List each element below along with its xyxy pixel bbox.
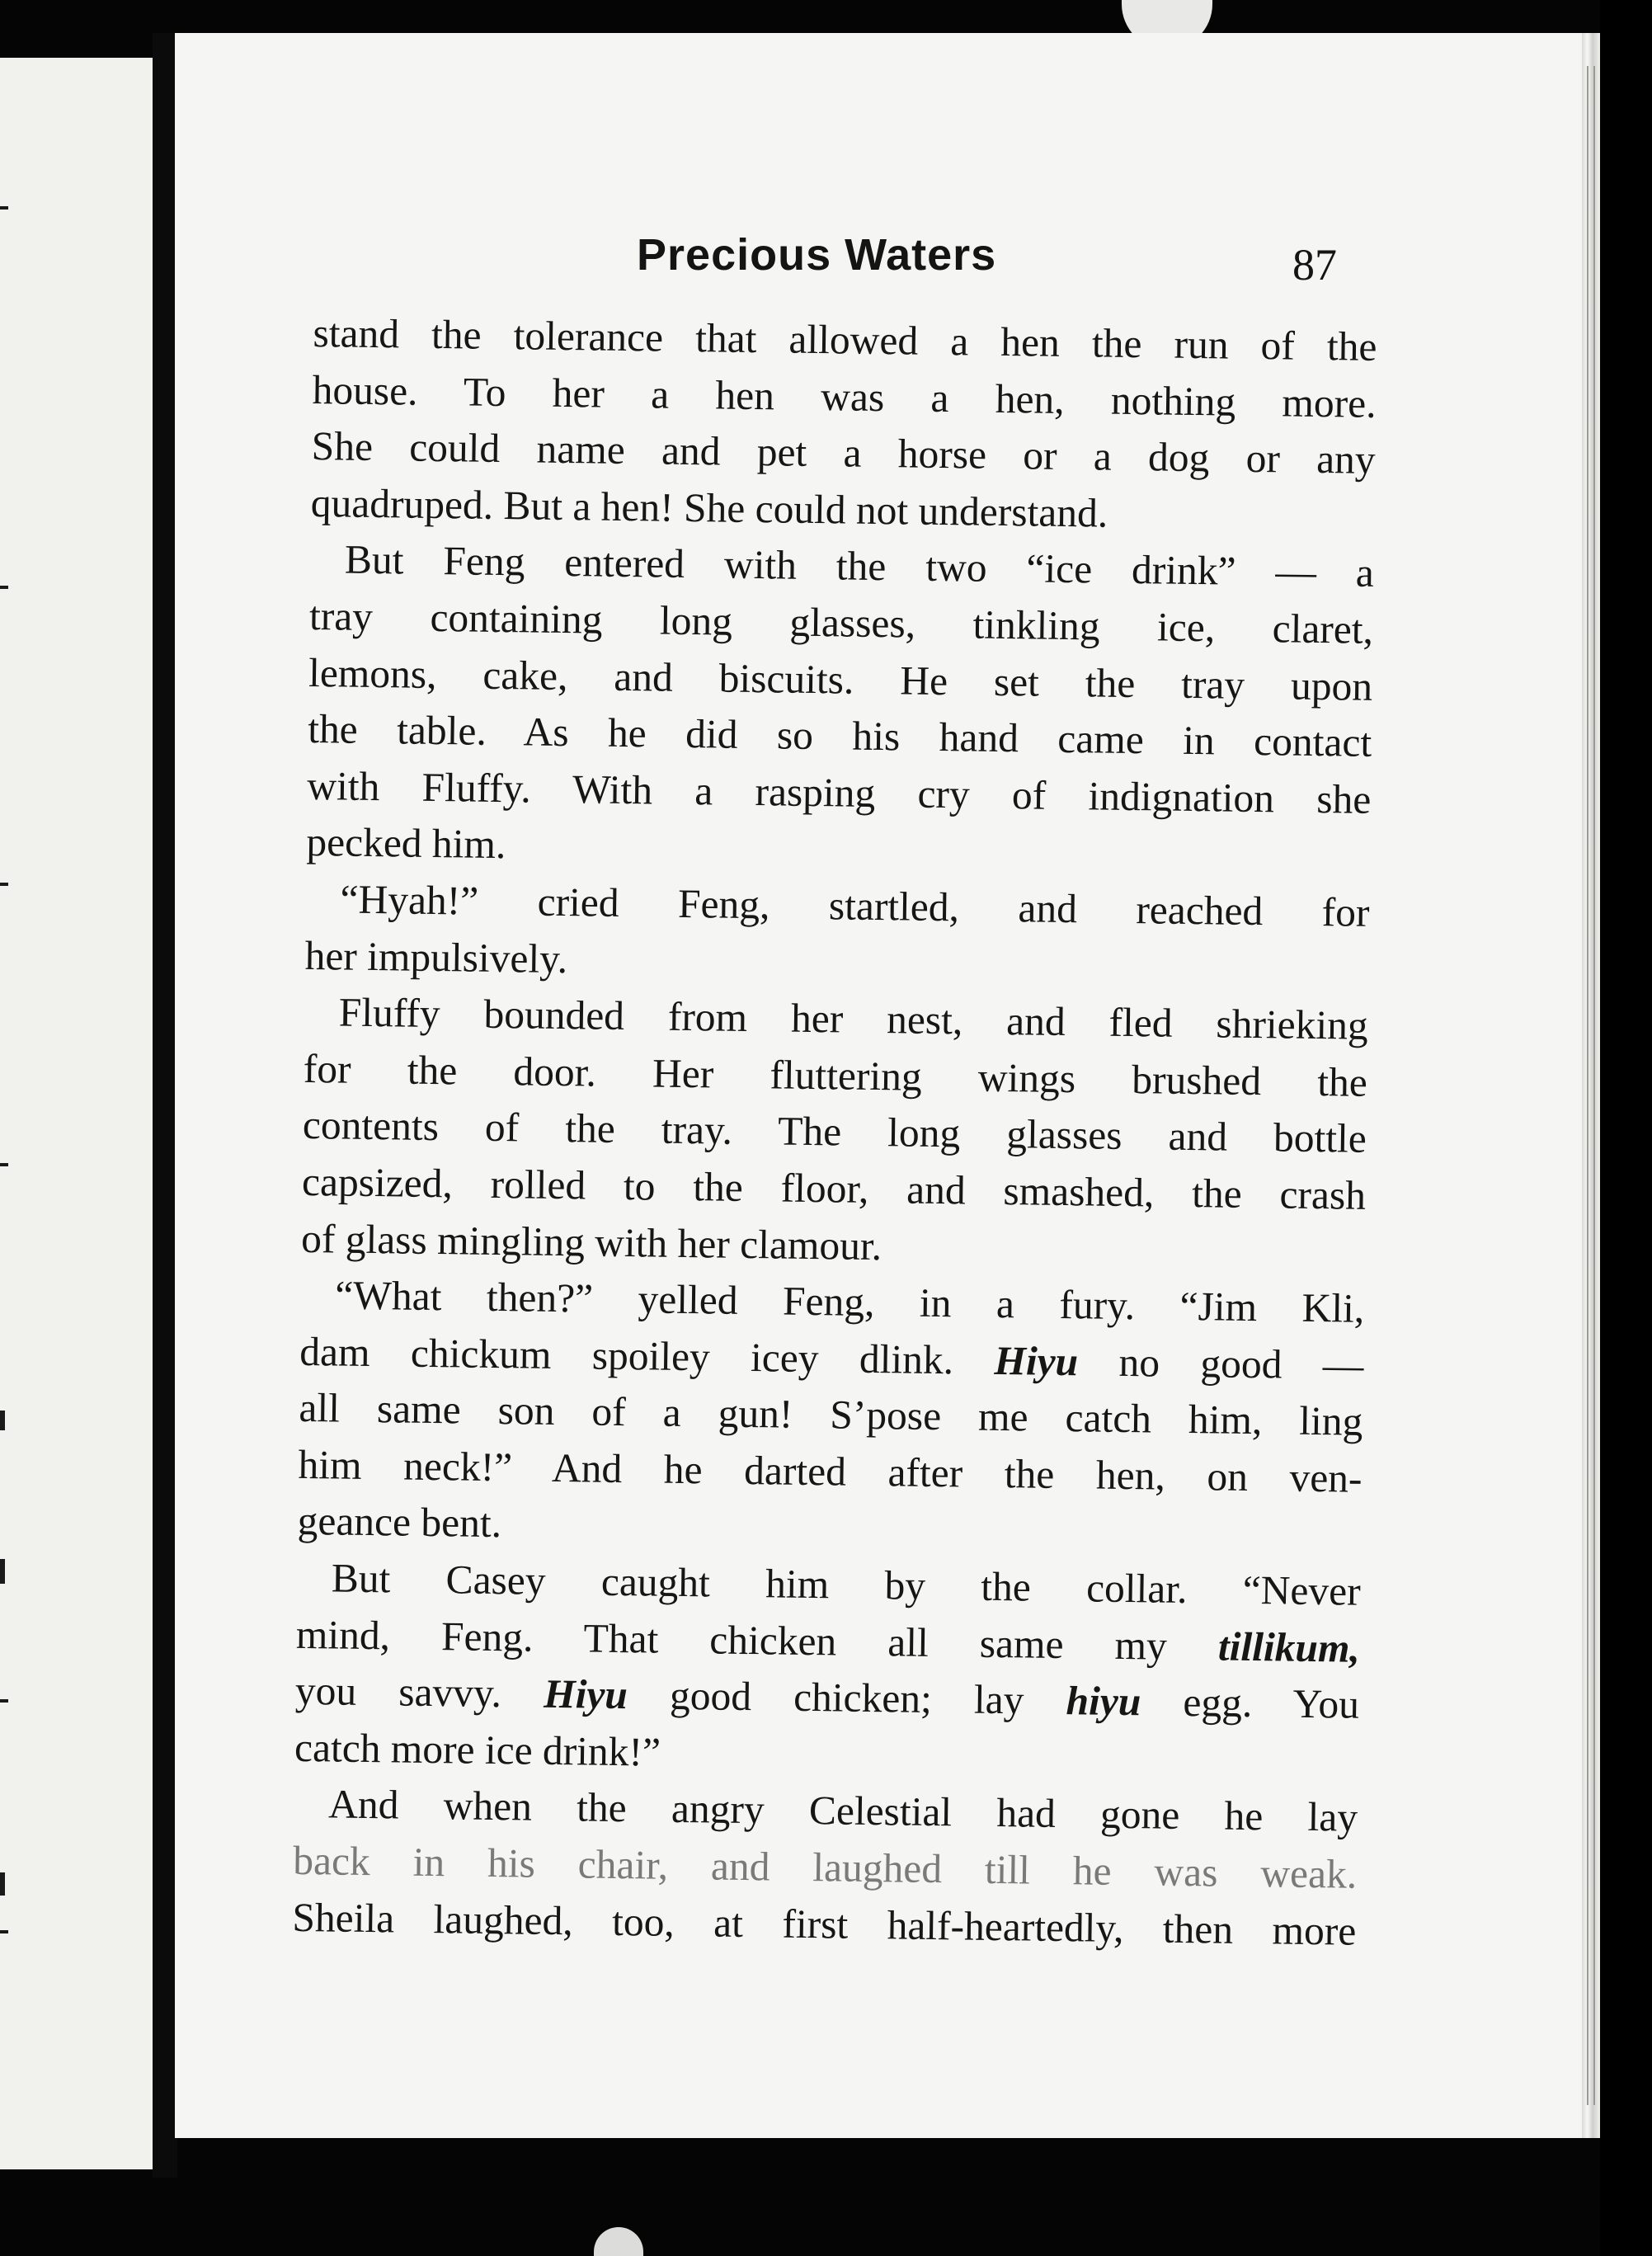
italic-word: tillikum, <box>1217 1623 1361 1671</box>
text-segment: you savvy. <box>294 1668 502 1717</box>
text-segment: good chicken; lay <box>669 1673 1024 1723</box>
text-line: catch more ice drink!” <box>294 1724 661 1775</box>
text-line: the table. As he did so his hand came in contact <box>307 706 1372 765</box>
text-line: “What then?” yelled Feng, in a fury. “Jim Kli, <box>334 1272 1365 1331</box>
scan-border-right <box>1600 0 1652 2256</box>
italic-word: hiyu <box>1066 1678 1141 1725</box>
text-line: quadruped. But a hen! She could not understand. <box>310 479 1108 536</box>
text-line: geance bent. <box>297 1498 502 1547</box>
page-header <box>175 229 1600 304</box>
body-text <box>292 305 1377 1960</box>
text-line: him neck!” And he darted after the hen, on ven- <box>298 1441 1363 1501</box>
text-segment: mind, Feng. That chicken all same my <box>295 1611 1168 1669</box>
text-line: “Hyah!” cried Feng, startled, and reached for <box>340 876 1370 935</box>
text-line: capsized, rolled to the floor, and smashed, the crash <box>301 1158 1367 1218</box>
text-line: all same son of a gun! S’pose me catch him, ling <box>299 1385 1363 1445</box>
text-line: tray containing long glasses, tinkling ice, claret, <box>308 592 1374 652</box>
text-line: her impulsively. <box>304 932 568 982</box>
text-line: She could name and pet a horse or a dog or any <box>311 423 1377 483</box>
facing-page-edge <box>0 58 153 2169</box>
text-line: And when the angry Celestial had gone he lay <box>327 1781 1358 1841</box>
text-segment: dam chickum spoiley icey dlink. <box>299 1328 954 1382</box>
text-line: Sheila laughed, too, at first half-heartedly, then more <box>292 1894 1357 1954</box>
book-gutter <box>153 33 177 2178</box>
book-page <box>175 33 1600 2138</box>
italic-word: Hiyu <box>543 1671 628 1718</box>
text-line: with Fluffy. With a rasping cry of indignation she <box>307 762 1372 822</box>
text-line: for the door. Her fluttering wings brushed the <box>303 1045 1368 1105</box>
text-line: contents of the tray. The long glasses and bottle <box>302 1102 1367 1162</box>
text-line: Fluffy bounded from her nest, and fled shrieking <box>338 989 1369 1048</box>
text-line: house. To her a hen was a hen, nothing more. <box>312 366 1377 426</box>
text-line: pecked him. <box>306 819 506 868</box>
text-segment: egg. You <box>1183 1679 1360 1727</box>
text-line: back in his chair, and laughed till he was weak. <box>292 1837 1358 1897</box>
italic-word: Hiyu <box>994 1337 1079 1384</box>
text-segment: no good — <box>1118 1339 1364 1388</box>
margin-marks <box>0 58 12 2169</box>
text-line: But Casey caught him by the collar. “Never <box>331 1555 1362 1614</box>
text-line: lemons, cake, and biscuits. He set the tray upon <box>308 649 1373 709</box>
page-fore-edge <box>1582 33 1600 2138</box>
running-head: Precious Waters <box>637 230 997 280</box>
page-number: 87 <box>1292 240 1337 290</box>
text-line: stand the tolerance that allowed a hen the run of the <box>313 309 1377 370</box>
text-line: But Feng entered with the two “ice drink” — a <box>344 536 1375 596</box>
text-line: of glass mingling with her clamour. <box>300 1215 882 1269</box>
